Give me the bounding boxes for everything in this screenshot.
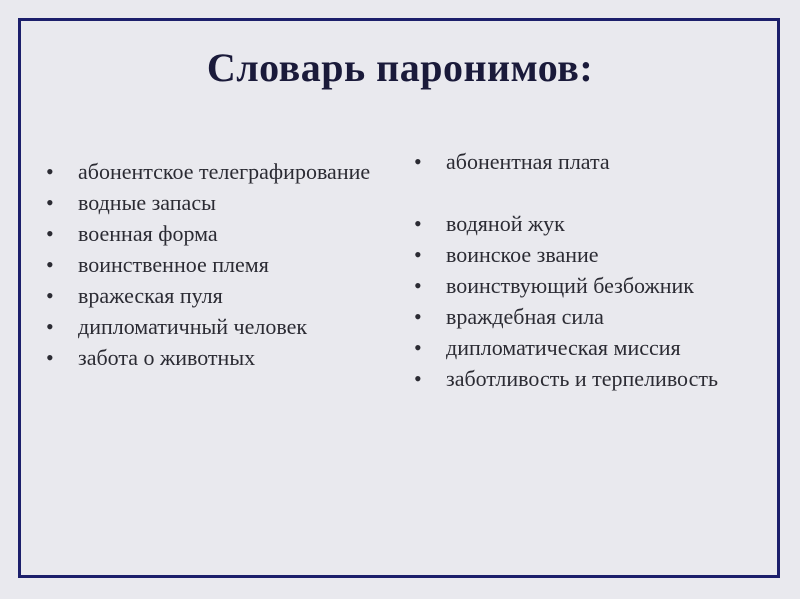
list-item-text: вражеская пуля [78,283,223,308]
bullet-icon: • [46,190,54,215]
list-item-text: забота о животных [78,345,256,370]
list-item-text: военная форма [78,221,218,246]
slide-title: Словарь паронимов: [206,45,594,90]
bullet-icon: • [46,221,54,246]
list-item-text: водные запасы [78,190,216,215]
bullet-icon: • [414,211,422,236]
bullet-icon: • [414,304,422,329]
bullet-icon: • [46,283,54,308]
list-item [414,239,774,270]
list-item [46,156,386,187]
list-item [46,218,386,249]
list-item [414,208,774,239]
list-item [414,301,774,332]
bullet-icon: • [414,273,422,298]
list-item [414,363,774,394]
bullet-icon: • [414,149,422,174]
list-item-text: заботливость и терпеливость [446,366,719,391]
bullet-icon: • [414,366,422,391]
list-item-text: воинствующий безбожник [446,273,694,298]
bullet-icon: • [46,314,54,339]
list-item [46,311,386,342]
list-item [414,332,774,363]
list-item-text: водяной жук [446,211,565,236]
list-item [46,187,386,218]
list-item [414,146,774,177]
bullet-icon: • [46,159,54,184]
bullet-icon: • [414,242,422,267]
bullet-icon: • [46,252,54,277]
list-item [46,280,386,311]
right-word-list [414,146,774,394]
left-word-list [46,156,386,373]
bullet-icon: • [46,345,54,370]
list-item-text: воинское звание [446,242,599,267]
list-item-text: абонентная плата [446,149,610,174]
list-item [414,270,774,301]
list-item-text: враждебная сила [446,304,604,329]
list-item-text: воинственное племя [78,252,269,277]
list-item-text: дипломатичный человек [78,314,308,339]
list-item [46,249,386,280]
list-item-text: абонентское телеграфирование [78,159,371,184]
list-item-text: дипломатическая миссия [446,335,681,360]
list-item [46,342,386,373]
bullet-icon: • [414,335,422,360]
